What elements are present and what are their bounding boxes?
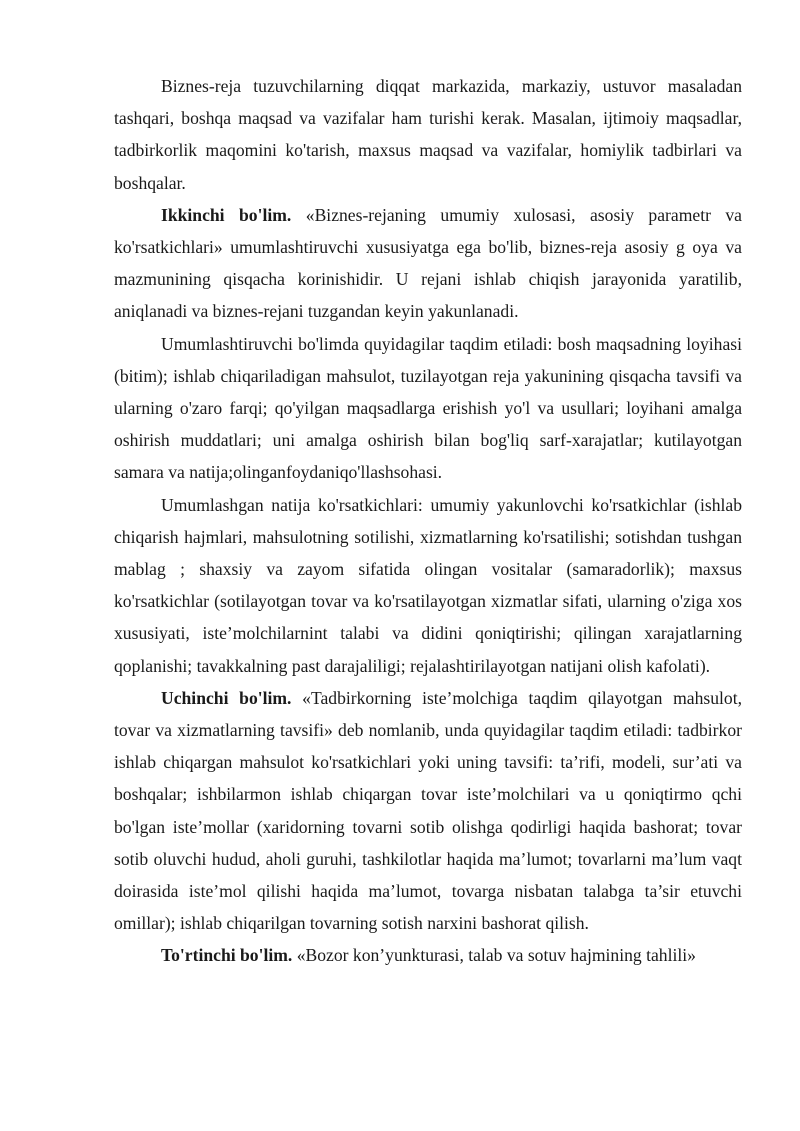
- paragraph-text: «Tadbirkorning iste’molchiga taqdim qilayotgan mahsulot, tovar va xizmatlarning tavsifi» deb nomlanib, unda quyidagilar taqdim etiladi: tadbirkor ishlab chiqargan mahsulot ko'rsatkichlari yoki uning tavsifi: ta’rifi, modeli, sur’ati va boshqalar; ishbilarmon ishlab chiqargan tovar iste’molchilari va u qoniqtirmo qchi bo'lgan iste’mollar (xaridorning tovarni sotib olishga qodirligi haqida bashorat; tovar sotib oluvchi hudud, aholi guruhi, tashkilotlar haqida ma’lumot; tovarlarni ma’lum vaqt doirasida iste’mol qilishi haqida ma’lumot, tovarga nisbatan talabga ta’sir etuvchi omillar); ishlab chiqarilgan tovarning sotish narxini bashorat qilish.: [114, 687, 742, 934]
- paragraph-result-indicators: [114, 489, 742, 682]
- paragraph-section-four: [114, 939, 742, 971]
- paragraph-text: Umumlashtiruvchi bo'limda quyidagilar taqdim etiladi: bosh maqsadning loyihasi (bitim); ishlab chiqariladigan mahsulot, tuzilayotgan reja yakunining qisqacha tavsifi va ularning o'zaro farqi; qo'yilgan maqsadlarga erishish yo'l va usullari; loyihani amalga oshirish muddatlari; uni amalga oshirish bilan bog'liq sarf-xarajatlar; kutilayotgan samara va natija;olinganfoydaniqo'llashsohasi.: [114, 333, 742, 483]
- paragraph-text: «Bozor kon’yunkturasi, talab va sotuv hajmining tahlili»: [292, 945, 696, 966]
- paragraph-section-two: [114, 199, 742, 328]
- paragraph-text: Umumlashgan natija ko'rsatkichlari: umumiy yakunlovchi ko'rsatkichlar (ishlab chiqarish hajmlari, mahsulotning sotilishi, xizmatlarning ko'rsatilishi; sotishdan tushgan mablag ; shaxsiy va zayom sifatida olingan vositalar (samaradorlik); maxsus ko'rsatkichlar (sotilayotgan tovar va ko'rsatilayotgan xizmatlar sifati, ularning o'ziga xos xususiyati, iste’molchilarnint talabi va didini qoniqtirishi; qilingan xarajatlarning qoplanishi; tavakkalning past darajaliligi; rejalashtirilayotgan natijani olish kafolati).: [114, 494, 742, 676]
- section-heading: To'rtinchi bo'lim.: [161, 945, 293, 966]
- paragraph-summary-contents: [114, 328, 742, 489]
- paragraph-section-three: [114, 682, 742, 940]
- paragraph-text: «Biznes-rejaning umumiy xulosasi, asosiy parametr va ko'rsatkichlari» umumlashtiruvchi xususiyatga ega bo'lib, biznes-reja asosiy g oya va mazmunining qisqacha korinishidir. U rejani ishlab chiqish jarayonida yaratilib, aniqlanadi va biznes-rejani tuzgandan keyin yakunlanadi.: [114, 204, 742, 322]
- section-heading: Uchinchi bo'lim.: [161, 687, 292, 708]
- document-page: [114, 70, 742, 972]
- section-heading: Ikkinchi bo'lim.: [161, 204, 292, 225]
- paragraph-text: Biznes-reja tuzuvchilarning diqqat markazida, markaziy, ustuvor masaladan tashqari, boshqa maqsad va vazifalar ham turishi kerak. Masalan, ijtimoiy maqsadlar, tadbirkorlik maqomini ko'tarish, maxsus maqsad va vazifalar, homiylik tadbirlari va boshqalar.: [114, 76, 742, 193]
- paragraph-goals: [114, 70, 742, 199]
